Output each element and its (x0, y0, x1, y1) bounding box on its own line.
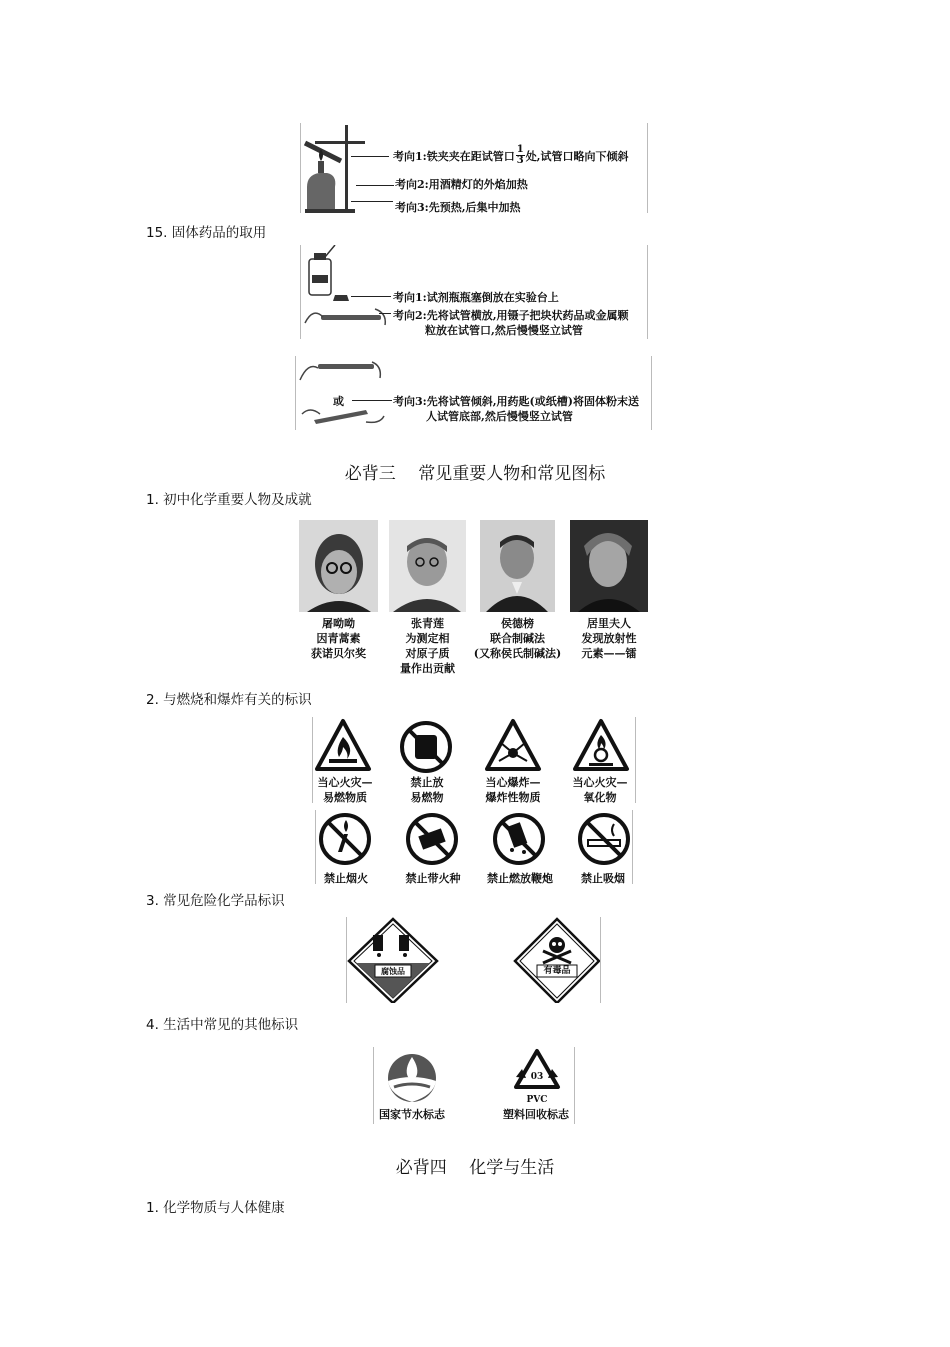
figure-other-signs (373, 1047, 575, 1124)
toxic-icon (515, 919, 599, 1003)
chemist-name: 居里夫人 (587, 617, 631, 630)
fire-sign-caption-line: 易燃物质 (323, 791, 367, 804)
solid-note-2-line-1: 考向2:先将试管横放,用镊子把块状药品或金属颗 (393, 309, 629, 322)
section-3-item-3: 3. 常见危险化学品标识 (146, 893, 285, 909)
fraction-numerator: 1 (516, 144, 524, 155)
solid-note-3-line-2: 人试管底部,然后慢慢竖立试管 (426, 410, 573, 423)
section-3-heading: 必背三 常见重要人物和常见图标 (344, 464, 606, 484)
chemist-name: 屠呦呦 (322, 617, 355, 630)
portrait-zhang-qinglian-image (389, 520, 466, 612)
water-saving-label: 国家节水标志 (379, 1108, 445, 1121)
section-4-heading: 必背四 化学与生活 (395, 1158, 555, 1178)
chemist-achievement-line: 联合制碱法 (490, 632, 545, 645)
explosive-warning-icon (487, 721, 539, 769)
fire-sign-caption-5: 禁止烟火 (324, 872, 368, 885)
heating-note-3: 考向3:先预热,后集中加热 (395, 201, 521, 214)
fire-sign-caption-1 (313, 775, 377, 805)
section-3-item-1: 1. 初中化学重要人物及成就 (146, 492, 312, 508)
reagent-bottle-tweezers-illustration (301, 245, 391, 339)
recycle-label: 塑料回收标志 (503, 1108, 569, 1121)
fire-sign-caption-6: 禁止带火种 (405, 872, 461, 885)
portrait-tu-youyou-image (299, 520, 378, 612)
toxic-label: 有毒品 (543, 966, 571, 976)
fire-sign-caption-line: 易燃物 (410, 791, 444, 804)
heating-note-1 (393, 145, 629, 166)
fire-signs-row-1-icons (313, 717, 635, 777)
corrosive-label: 腐蚀品 (381, 966, 405, 976)
fire-sign-caption-line: 当心火灾— (317, 776, 373, 789)
chemist-achievement-line: 为测定相 (405, 632, 450, 645)
solid-note-3-line-1: 考向3:先将试管倾斜,用药匙(或纸槽)将固体粉末送 (393, 395, 639, 408)
fire-sign-caption-2 (395, 775, 459, 805)
chemist-name: 侯德榜 (501, 617, 534, 630)
chemist-caption-1 (299, 616, 378, 661)
figure-chemists (299, 520, 648, 673)
chemist-achievement-line: 元素——镭 (581, 647, 637, 660)
chemist-achievement-line: 量作出贡献 (400, 662, 455, 675)
solid-note-2-line-2: 粒放在试管口,然后慢慢竖立试管 (425, 324, 583, 337)
no-flammables-icon (402, 723, 450, 771)
fire-sign-caption-line: 禁止放 (410, 776, 444, 789)
chemist-achievement-line: 对原子质 (405, 647, 450, 660)
section-3-item-4: 4. 生活中常见的其他标识 (146, 1017, 299, 1033)
fraction (516, 145, 525, 166)
oxidizer-warning-icon (575, 721, 627, 769)
portrait-zhang-qinglian (389, 520, 466, 612)
figure-hazard-signs (346, 917, 601, 1003)
no-smoking-icon (580, 815, 628, 863)
fire-sign-caption-3 (475, 775, 551, 805)
recycle-code: 03 (530, 1072, 544, 1082)
figure-solid-reagent-2 (295, 356, 652, 430)
fire-sign-caption-line: 爆炸性物质 (485, 791, 541, 804)
heating-note-2: 考向2:用酒精灯的外焰加热 (395, 178, 528, 191)
heating-note-1-suffix: 处,试管口略向下倾斜 (525, 149, 629, 163)
no-fire-source-icon (408, 815, 456, 863)
chemist-caption-2 (389, 616, 466, 676)
fire-sign-caption-line: 当心爆炸— (485, 776, 541, 789)
section-3-item-2: 2. 与燃烧和爆炸有关的标识 (146, 692, 312, 708)
heating-note-1-prefix: 考向1:铁夹夹在距试管口 (393, 149, 515, 163)
chemist-achievement-line: 发现放射性 (581, 632, 637, 645)
chemist-achievement-line: 获诺贝尔奖 (311, 647, 366, 660)
fraction-denominator: 3 (516, 155, 524, 166)
water-saving-icon (388, 1054, 436, 1102)
fire-sign-caption-8: 禁止吸烟 (581, 872, 625, 885)
section-4-item-1: 1. 化学物质与人体健康 (146, 1200, 285, 1216)
fire-signs-row-2-icons (316, 810, 632, 868)
chemist-caption-3 (471, 616, 564, 661)
figure-fire-signs-row-1 (312, 717, 636, 803)
portrait-hou-debang (480, 520, 555, 612)
chemist-achievement-line: 因青蒿素 (316, 632, 361, 645)
chemist-caption-4 (570, 616, 648, 661)
solid-note-1: 考向1:试剂瓶瓶塞倒放在实验台上 (393, 291, 559, 304)
fire-sign-caption-4 (567, 775, 633, 805)
portrait-tu-youyou (299, 520, 378, 612)
portrait-hou-debang-image (480, 520, 555, 612)
no-fireworks-icon (495, 815, 543, 863)
flammable-warning-icon (317, 721, 369, 769)
fire-sign-caption-line: 当心火灾— (572, 776, 628, 789)
corrosive-icon (349, 919, 437, 1003)
recycle-abbr: PVC (526, 1095, 548, 1105)
fire-sign-caption-7: 禁止燃放鞭炮 (487, 872, 553, 885)
figure-solid-reagent-1 (300, 245, 648, 339)
hazard-signs-icons (347, 917, 600, 1003)
item-15-solid-reagent: 15. 固体药品的取用 (146, 225, 267, 241)
figure-fire-signs-row-2 (315, 810, 633, 884)
portrait-marie-curie-image (570, 520, 648, 612)
fire-sign-caption-line: 氧化物 (583, 791, 617, 804)
figure-heating-test-tube (300, 123, 648, 213)
chemist-name: 张青莲 (411, 617, 444, 630)
portrait-marie-curie (570, 520, 648, 612)
no-open-flame-icon (321, 815, 369, 863)
or-label: 或 (333, 395, 344, 408)
chemist-achievement-line: (又称侯氏制碱法) (473, 647, 562, 660)
